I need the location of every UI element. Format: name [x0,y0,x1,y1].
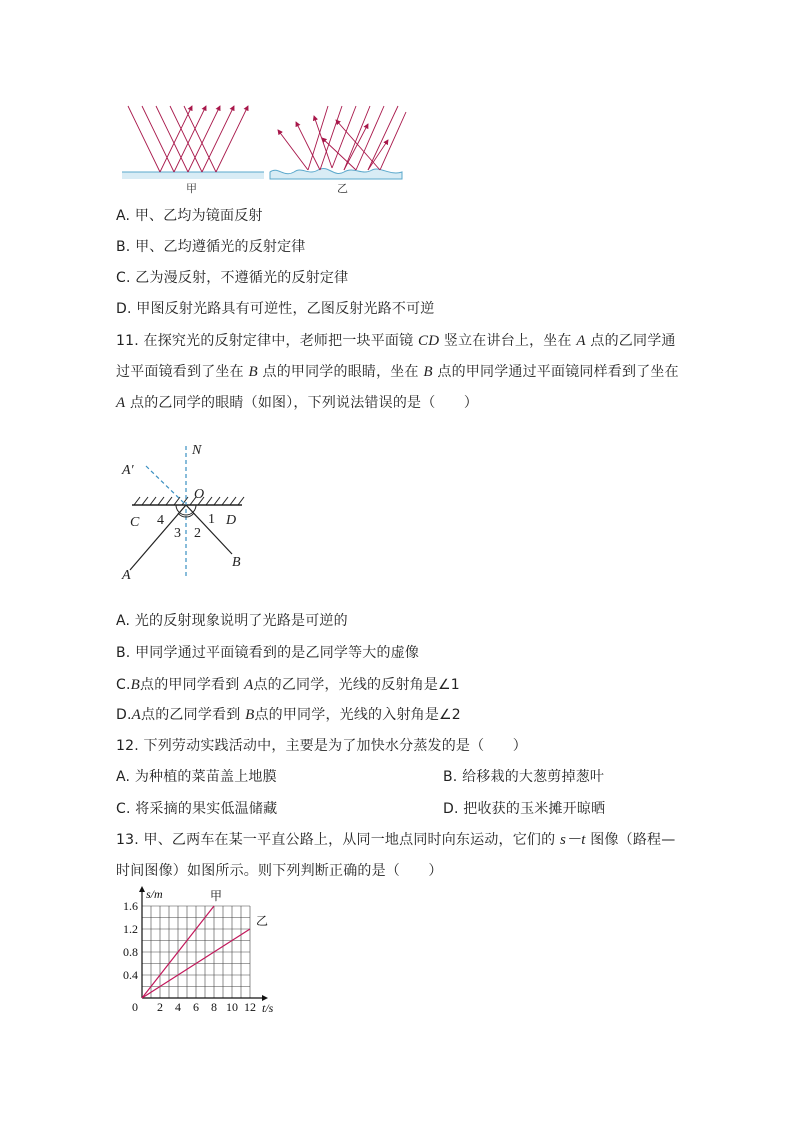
symbol: B [245,707,255,723]
label-2: 2 [194,526,201,541]
label-c: C [130,515,140,530]
q12-option-a[interactable]: A. 为种植的菜苗盖上地膜 [116,769,277,785]
x-tick-label: 4 [175,1000,181,1014]
q11-stem-line-3 [116,393,478,413]
symbol: CD [417,333,440,349]
x-tick-label: 10 [226,1000,238,1014]
q12-option-d[interactable]: D. 把收获的玉米摊开晾晒 [443,801,606,817]
text: 13. 甲、乙两车在某一平直公路上，从同一地点同时向东运动，它们的 [116,832,556,848]
x-tick-label: 2 [157,1000,163,1014]
symbol: s－t [559,832,586,848]
text: 点的甲同学，光线的入射角是∠2 [254,707,461,723]
reflection-figure [118,100,408,196]
text: 点的乙同学通 [590,333,676,349]
label-yi: 乙 [337,183,348,195]
text: 图像（路程— [590,832,676,848]
mirror-figure [112,436,262,586]
y-tick-label: 1.2 [123,922,138,936]
q11-option-b[interactable]: B. 甲同学通过平面镜看到的是乙同学等大的虚像 [116,645,420,661]
label-b: B [232,555,241,570]
q10-option-a[interactable]: A. 甲、乙均为镜面反射 [116,208,263,224]
text: 点的乙同学，光线的反射角是∠1 [253,677,460,693]
label-3: 3 [174,526,181,541]
label-jia: 甲 [186,183,197,195]
chart-axes [139,886,268,1001]
q13-stem-line-2: 时间图像）如图所示。则下列判断正确的是（ ） [116,863,443,879]
text: 点的乙同学的眼睛（如图），下列说法错误的是（ ） [130,395,479,411]
x-tick-label: 6 [193,1000,199,1014]
virtual-ray [146,466,186,505]
q11-option-c[interactable] [116,675,460,695]
text: C. [116,677,131,693]
x-tick-label: 12 [244,1000,256,1014]
q10-option-d[interactable]: D. 甲图反射光路具有可逆性，乙图反射光路不可逆 [116,301,435,317]
q10-option-c[interactable]: C. 乙为漫反射，不遵循光的反射定律 [116,270,349,286]
q12-stem: 12. 下列劳动实践活动中，主要是为了加快水分蒸发的是（ ） [116,738,527,754]
q11-option-d[interactable] [116,705,461,725]
q12-option-b[interactable]: B. 给移栽的大葱剪掉葱叶 [443,769,605,785]
mirror-hatching [134,497,244,505]
q12-option-c[interactable]: C. 将采摘的果实低温储藏 [116,801,278,817]
text: 点的乙同学看到 [141,707,241,723]
series-label-jia: 甲 [210,889,223,903]
y-tick-label: 1.6 [123,899,138,913]
rough-surface [270,168,402,179]
series-label-yi: 乙 [256,914,269,928]
text: 点的甲同学看到 [140,677,240,693]
text: 点的甲同学通过平面镜同样看到了坐在 [437,364,679,380]
x-tick-label: 8 [211,1000,217,1014]
q11-stem-line-1 [116,331,676,351]
y-axis-label: s/m [146,887,163,901]
y-tick-label: 0.4 [123,968,138,982]
text: D. [116,707,132,723]
symbol: A [131,707,142,723]
text: 竖立在讲台上，坐在 [443,333,572,349]
st-chart [112,884,292,1014]
text: 点的甲同学的眼睛，坐在 [262,364,419,380]
symbol: A [116,395,126,411]
label-n: N [192,443,202,458]
q11-option-a[interactable]: A. 光的反射现象说明了光路是可逆的 [116,613,348,629]
label-o: O [194,487,205,502]
label-d: D [226,513,237,528]
mirror-surface [122,172,264,179]
q10-option-b[interactable]: B. 甲、乙均遵循光的反射定律 [116,239,306,255]
symbol: B [130,677,141,693]
x-tick-label: 0 [132,1000,138,1014]
text: 过平面镜看到了坐在 [116,364,244,380]
q11-stem-line-2 [116,362,679,382]
label-a: A [122,568,131,583]
symbol: A [244,677,254,693]
chart-grid [142,906,250,998]
y-tick-label: 0.8 [123,945,138,959]
specular-rays [128,106,248,172]
y-axis-arrow [139,886,145,892]
label-4: 4 [157,513,164,528]
q13-stem-line-1 [116,830,675,850]
text: 11. 在探究光的反射定律中，老师把一块平面镜 [116,333,414,349]
label-1: 1 [208,512,215,527]
label-a-prime: A′ [122,463,134,478]
x-axis-label: t/s [262,1001,274,1014]
symbol: B [423,364,433,380]
diffuse-rays [278,106,406,170]
symbol: B [248,364,258,380]
symbol: A [576,333,586,349]
